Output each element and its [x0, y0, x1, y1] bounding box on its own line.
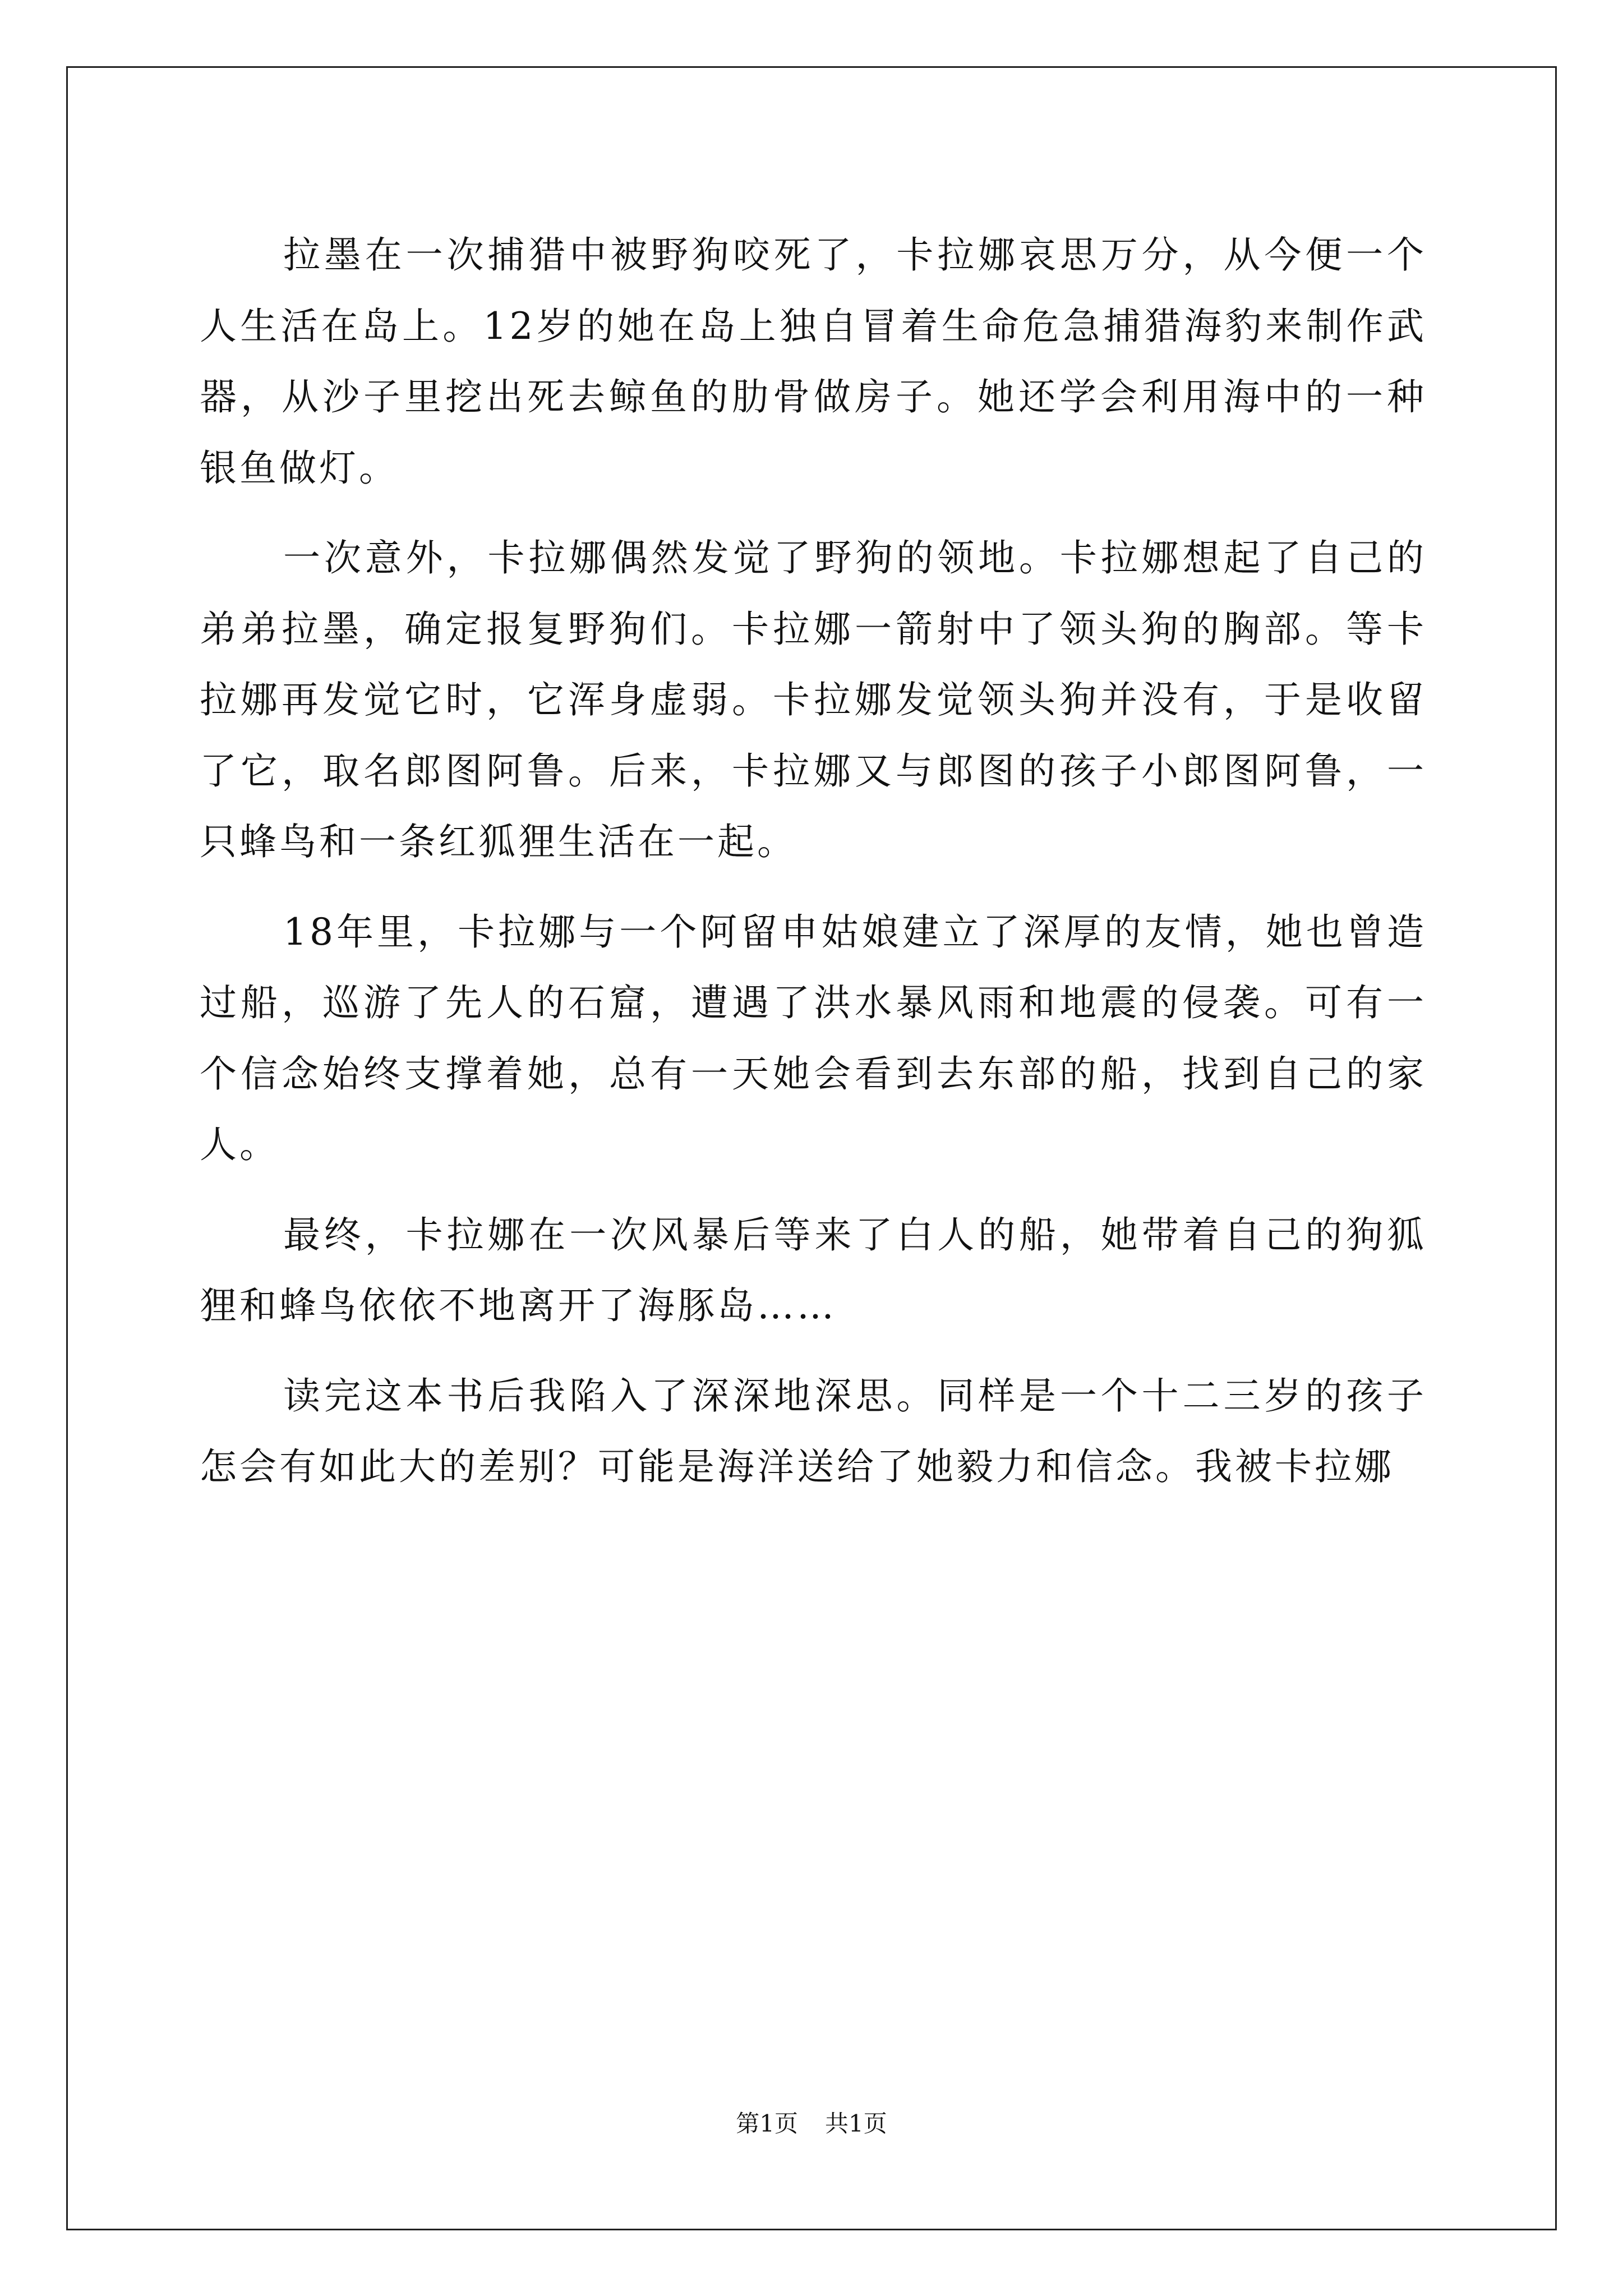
- paragraph: 拉墨在一次捕猎中被野狗咬死了，卡拉娜哀思万分，从今便一个人生活在岛上。12岁的她在岛上独自冒着生命危急捕猎海豹来制作武器，从沙子里挖出死去鲸鱼的肋骨做房子。她还学会利用海中的一种银鱼做灯。: [200, 233, 1427, 490]
- paragraph: 一次意外，卡拉娜偶然发觉了野狗的领地。卡拉娜想起了自己的弟弟拉墨，确定报复野狗们。卡拉娜一箭射中了领头狗的胸部。等卡拉娜再发觉它时，它浑身虚弱。卡拉娜发觉领头狗并没有，于是收留了它，取名郎图阿鲁。后来，卡拉娜又与郎图的孩子小郎图阿鲁，一只蜂鸟和一条红狐狸生活在一起。: [200, 536, 1427, 863]
- paragraph: 最终，卡拉娜在一次风暴后等来了白人的船，她带着自己的狗狐狸和蜂鸟依依不地离开了海豚岛……: [200, 1213, 1427, 1327]
- paragraph: 18年里，卡拉娜与一个阿留申姑娘建立了深厚的友情，她也曾造过船，巡游了先人的石窟，遭遇了洪水暴风雨和地震的侵袭。可有一个信念始终支撑着她，总有一天她会看到去东部的船，找到自己的家人。: [200, 910, 1427, 1166]
- page-number: 第1页: [736, 2110, 798, 2137]
- paragraph: 读完这本书后我陷入了深深地深思。同样是一个十二三岁的孩子怎会有如此大的差别？可能是海洋送给了她毅力和信念。我被卡拉娜: [200, 1374, 1427, 1488]
- page-footer: [0, 2107, 1623, 2141]
- document-body: [200, 220, 1427, 1522]
- page-total: 共1页: [825, 2110, 887, 2137]
